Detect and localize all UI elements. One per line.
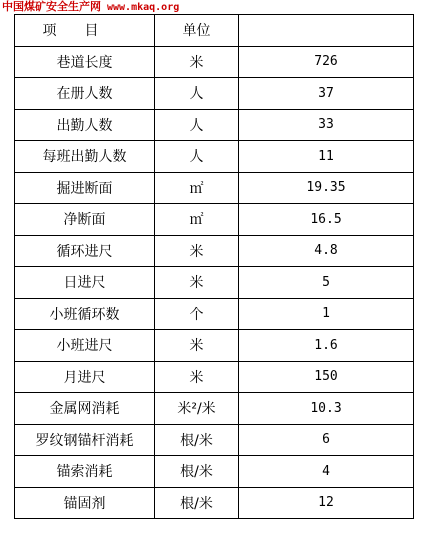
excavation-parameters-table <box>14 14 414 519</box>
table-body <box>15 15 414 519</box>
row-item-cell: 净断面 <box>15 204 155 236</box>
row-item-cell: 锚索消耗 <box>15 456 155 488</box>
row-value-cell: 19.35 <box>239 172 414 204</box>
site-watermark <box>2 0 179 14</box>
row-item-cell: 小班进尺 <box>15 330 155 362</box>
table-row <box>15 204 414 236</box>
row-value-cell: 11 <box>239 141 414 173</box>
row-value-cell: 6 <box>239 424 414 456</box>
row-value-cell: 37 <box>239 78 414 110</box>
row-item-cell: 在册人数 <box>15 78 155 110</box>
header-unit: 单位 <box>155 15 239 47</box>
row-unit-cell: ㎡ <box>155 204 239 236</box>
row-value-cell: 4.8 <box>239 235 414 267</box>
row-unit-cell: 米²/米 <box>155 393 239 425</box>
row-item-cell: 金属网消耗 <box>15 393 155 425</box>
row-value-cell: 16.5 <box>239 204 414 236</box>
table-row <box>15 78 414 110</box>
row-value-cell: 5 <box>239 267 414 299</box>
watermark-site-name: 中国煤矿安全生产网 <box>2 0 101 13</box>
row-value-cell: 33 <box>239 109 414 141</box>
row-unit-cell: 根/米 <box>155 456 239 488</box>
row-value-cell: 10.3 <box>239 393 414 425</box>
row-unit-cell: 米 <box>155 361 239 393</box>
row-unit-cell: 人 <box>155 141 239 173</box>
row-item-cell: 小班循环数 <box>15 298 155 330</box>
table-row <box>15 235 414 267</box>
row-item-cell: 每班出勤人数 <box>15 141 155 173</box>
row-item-cell: 锚固剂 <box>15 487 155 519</box>
row-unit-cell: 米 <box>155 267 239 299</box>
table-row <box>15 109 414 141</box>
table-row <box>15 424 414 456</box>
table-row <box>15 267 414 299</box>
row-value-cell: 726 <box>239 46 414 78</box>
row-value-cell: 12 <box>239 487 414 519</box>
row-unit-cell: 根/米 <box>155 424 239 456</box>
row-unit-cell: 人 <box>155 109 239 141</box>
row-value-cell: 1 <box>239 298 414 330</box>
row-unit-cell: 个 <box>155 298 239 330</box>
table-row <box>15 393 414 425</box>
row-value-cell: 150 <box>239 361 414 393</box>
row-item-cell: 巷道长度 <box>15 46 155 78</box>
table-row <box>15 330 414 362</box>
row-unit-cell: 米 <box>155 46 239 78</box>
row-item-cell: 月进尺 <box>15 361 155 393</box>
watermark-url: www.mkaq.org <box>107 2 180 13</box>
row-item-cell: 掘进断面 <box>15 172 155 204</box>
table-row <box>15 172 414 204</box>
row-unit-cell: 根/米 <box>155 487 239 519</box>
table-row <box>15 141 414 173</box>
header-value <box>239 15 414 47</box>
row-value-cell: 1.6 <box>239 330 414 362</box>
row-item-cell: 循环进尺 <box>15 235 155 267</box>
row-value-cell: 4 <box>239 456 414 488</box>
row-unit-cell: 米 <box>155 330 239 362</box>
row-unit-cell: 人 <box>155 78 239 110</box>
row-item-cell: 出勤人数 <box>15 109 155 141</box>
table-row <box>15 361 414 393</box>
header-item: 项目 <box>15 15 155 47</box>
row-item-cell: 罗纹钢锚杆消耗 <box>15 424 155 456</box>
row-unit-cell: 米 <box>155 235 239 267</box>
table-row <box>15 487 414 519</box>
table-row <box>15 456 414 488</box>
table-header-row <box>15 15 414 47</box>
row-unit-cell: ㎡ <box>155 172 239 204</box>
table-row <box>15 46 414 78</box>
table-row <box>15 298 414 330</box>
row-item-cell: 日进尺 <box>15 267 155 299</box>
